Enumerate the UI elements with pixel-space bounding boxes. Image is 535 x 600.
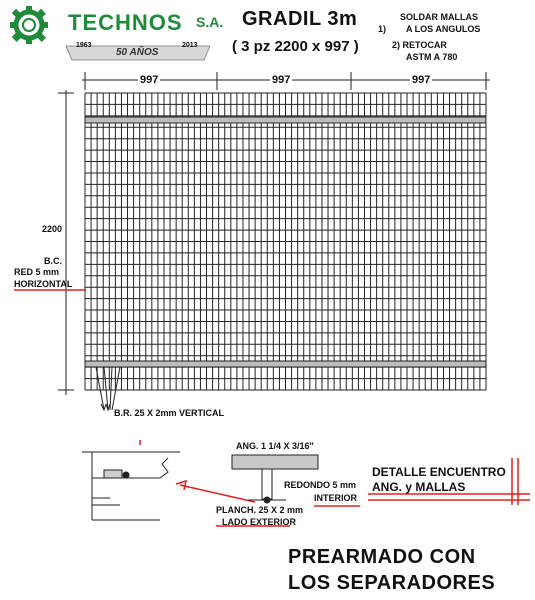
panel-width-label-2: 997 <box>272 74 291 86</box>
detail-title-line2: ANG. y MALLAS <box>372 480 466 494</box>
brand-name: TECHNOS <box>68 10 183 35</box>
footer-line-2: LOS SEPARADORES <box>288 572 496 594</box>
badge-text: 50 AÑOS <box>116 47 159 58</box>
note-1-number: 1) <box>378 24 387 34</box>
badge-year-right: 2013 <box>182 42 198 49</box>
mesh-grid <box>85 93 486 390</box>
height-dimension-line <box>58 90 74 395</box>
detail-angle-label: ANG. 1 1/4 X 3/16" <box>236 441 314 451</box>
panel-height-label: 2200 <box>42 224 63 234</box>
note-2-line2: ASTM A 780 <box>406 52 458 62</box>
top-angle-bar <box>85 117 486 123</box>
panel-width-label-3: 997 <box>412 74 431 86</box>
note-2-line1: 2) RETOCAR <box>392 40 447 50</box>
note-1-line2: A LOS ANGULOS <box>406 24 481 34</box>
note-1-line1: SOLDAR MALLAS <box>400 12 478 22</box>
bc-label: B.C. <box>44 256 62 266</box>
horizontal-label: HORIZONTAL <box>14 279 73 289</box>
detail-plate-label: PLANCH. 25 X 2 mm <box>216 505 304 515</box>
badge-year-left: 1963 <box>76 42 92 49</box>
footer-line-1: PREARMADO CON <box>288 546 476 568</box>
bottom-angle-bar <box>85 361 486 367</box>
detail-round-sub-label: INTERIOR <box>314 493 358 503</box>
page-title: GRADIL 3m <box>242 8 358 30</box>
detail-section-right <box>232 455 318 503</box>
brand-suffix: S.A. <box>196 14 224 30</box>
detail-title-line1: DETALLE ENCUENTRO <box>372 465 506 479</box>
page-subtitle: ( 3 pz 2200 x 997 ) <box>232 38 359 55</box>
detail-plate-sub-label: LADO EXTERIOR <box>222 517 297 527</box>
vertical-bar-arrows <box>96 367 120 410</box>
detail-round-label: REDONDO 5 mm <box>284 480 357 490</box>
vertical-bar-label: B.R. 25 X 2mm VERTICAL <box>114 408 225 418</box>
panel-width-label-1: 997 <box>140 74 159 86</box>
red-label: RED 5 mm <box>14 267 60 277</box>
